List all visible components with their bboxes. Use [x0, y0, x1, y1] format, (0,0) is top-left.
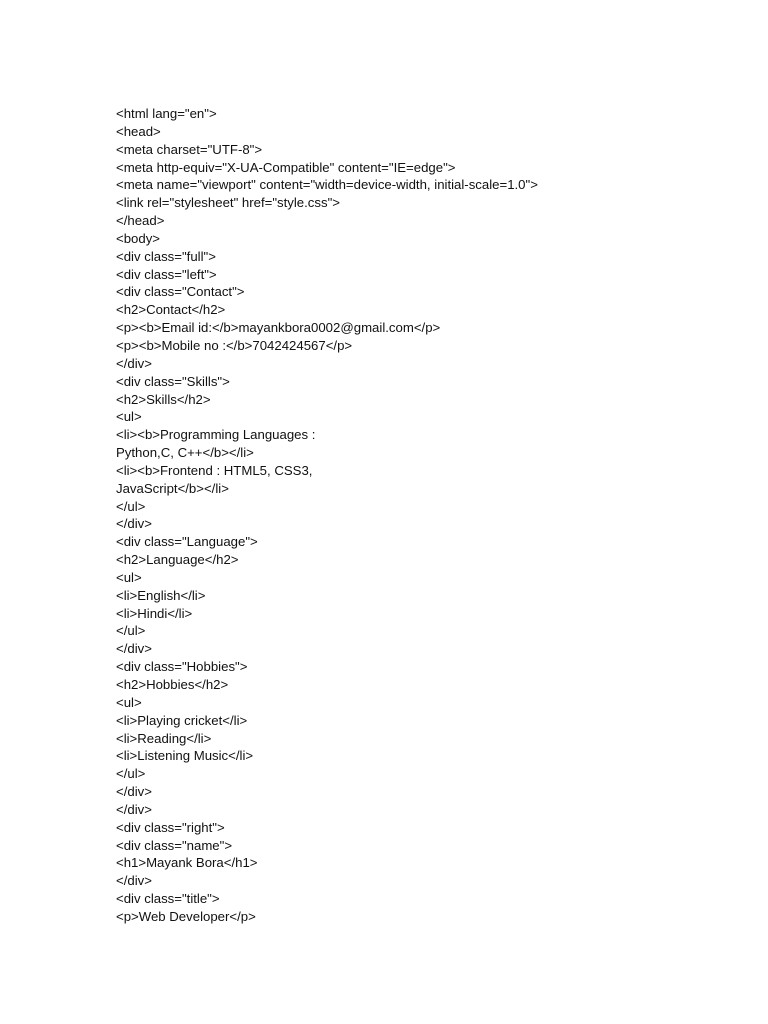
code-line: <meta name="viewport" content="width=device-width, initial-scale=1.0">	[116, 177, 538, 193]
code-line: <ul>	[116, 409, 142, 425]
code-line: <p>Web Developer</p>	[116, 908, 256, 924]
code-line: <li>Hindi</li>	[116, 605, 193, 621]
code-line: <div class="left">	[116, 266, 217, 282]
code-line: <h2>Hobbies</h2>	[116, 677, 229, 692]
code-line: <li>Playing cricket</li>	[116, 712, 248, 728]
code-line: <h2>Language</h2>	[116, 552, 239, 568]
code-line: Python,C, C++</b></li>	[116, 445, 254, 461]
code-line: <li>Listening Music</li>	[116, 748, 254, 764]
code-line: <div class="name">	[116, 837, 233, 853]
code-line: </head>	[116, 213, 165, 229]
code-line: </div>	[116, 355, 152, 371]
code-line: </ul>	[116, 766, 146, 782]
code-line: <li>English</li>	[116, 587, 206, 603]
code-line: <div class="Skills">	[116, 373, 230, 389]
code-line: </div>	[116, 516, 152, 532]
code-line: <link rel="stylesheet" href="style.css">	[116, 195, 340, 211]
code-line: <head>	[116, 123, 161, 139]
code-line: <li><b>Frontend : HTML5, CSS3,	[116, 462, 313, 478]
code-line: </div>	[116, 784, 152, 800]
code-line: <div class="Language">	[116, 534, 258, 550]
code-line: <ul>	[116, 569, 142, 585]
code-line: <h1>Mayank Bora</h1>	[116, 855, 258, 871]
code-line: <div class="Contact">	[116, 284, 245, 300]
code-line: <li><b>Programming Languages :	[116, 427, 316, 443]
code-line: <h2>Contact</h2>	[116, 302, 226, 318]
code-line: <h2>Skills</h2>	[116, 391, 211, 407]
code-line: <li>Reading</li>	[116, 730, 212, 746]
code-line: <meta http-equiv="X-UA-Compatible" content="IE=edge">	[116, 159, 456, 175]
code-line: </div>	[116, 641, 152, 657]
code-line: <div class="full">	[116, 248, 216, 264]
code-line: <p><b>Mobile no :</b>7042424567</p>	[116, 337, 353, 353]
code-line: JavaScript</b></li>	[116, 480, 229, 496]
code-line: <html lang="en">	[116, 106, 217, 121]
code-line: </div>	[116, 873, 152, 889]
code-line: </div>	[116, 801, 152, 817]
code-line: <ul>	[116, 694, 142, 710]
code-line: <div class="title">	[116, 891, 220, 907]
code-line: <body>	[116, 230, 160, 246]
code-text-block	[116, 105, 716, 926]
code-line: </ul>	[116, 498, 146, 514]
code-line: </ul>	[116, 623, 146, 639]
code-line: <p><b>Email id:</b>mayankbora0002@gmail.com</p>	[116, 320, 441, 336]
code-line: <div class="Hobbies">	[116, 659, 248, 675]
code-line: <div class="right">	[116, 819, 225, 835]
code-line: <meta charset="UTF-8">	[116, 141, 263, 157]
